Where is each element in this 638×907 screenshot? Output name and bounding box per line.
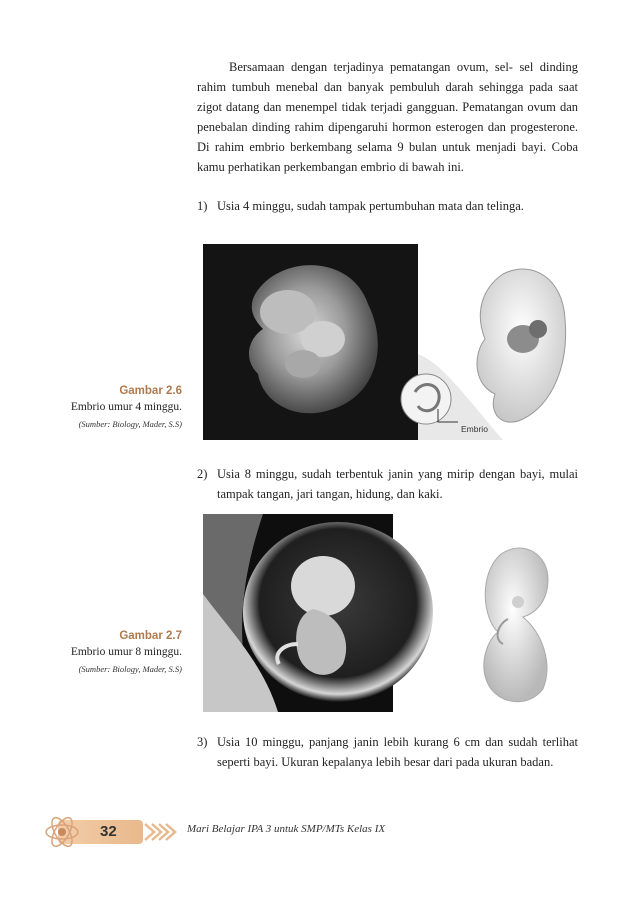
embrio-label: Embrio (461, 424, 488, 434)
embryo-8-weeks-image (203, 514, 578, 712)
caption-description: Embrio umur 8 minggu. (70, 646, 182, 658)
item-number: 3) (197, 735, 208, 749)
intro-paragraph (197, 57, 578, 177)
caption-title: Gambar 2.6 (119, 385, 182, 397)
item-text: Usia 10 minggu, panjang janin lebih kurang 6 cm dan sudah terlihat seperti bayi. Ukuran kepalanya lebih besar dari pada ukuran badan. (217, 735, 578, 769)
list-item-2 (197, 464, 578, 504)
caption-figure-2-6 (56, 383, 182, 431)
caption-description: Embrio umur 4 minggu. (70, 401, 182, 413)
item-text: Usia 4 minggu, sudah tampak pertumbuhan mata dan telinga. (217, 199, 524, 213)
intro-rest: sel dinding rahim tumbuh menebal dan banyak pembuluh darah sehingga pada saat zigot datang dan menempel tidak terjadi gangguan. Pematangan ovum dan penebalan dinding rahim dipengaruhi hormon esterogen dan progesterone. Di rahim embrio berkembang selama 9 bulan untuk menjadi bayi. Coba kamu perhatikan perkembangan embrio di bawah ini. (197, 60, 578, 174)
figure-embryo-4-weeks (203, 244, 578, 440)
figure-embryo-8-weeks (203, 514, 578, 712)
item-text: Usia 8 minggu, sudah terbentuk janin yang mirip dengan bayi, mulai tampak tangan, jari tangan, hidung, dan kaki. (217, 467, 578, 501)
embryo-4-weeks-image (203, 244, 578, 440)
list-item-1 (197, 196, 578, 216)
caption-figure-2-7 (56, 628, 182, 676)
caption-title: Gambar 2.7 (119, 630, 182, 642)
caption-source: (Sumber: Biology, Mader, S.S) (78, 419, 182, 429)
page-number: 32 (100, 823, 117, 840)
caption-source: (Sumber: Biology, Mader, S.S) (78, 664, 182, 674)
book-title: Mari Belajar IPA 3 untuk SMP/MTs Kelas IX (187, 823, 386, 835)
list-item-3 (197, 732, 578, 772)
intro-first-line: Bersamaan dengan terjadinya pematangan ovum, sel- (229, 60, 513, 74)
item-number: 2) (197, 467, 208, 481)
item-number: 1) (197, 199, 208, 213)
